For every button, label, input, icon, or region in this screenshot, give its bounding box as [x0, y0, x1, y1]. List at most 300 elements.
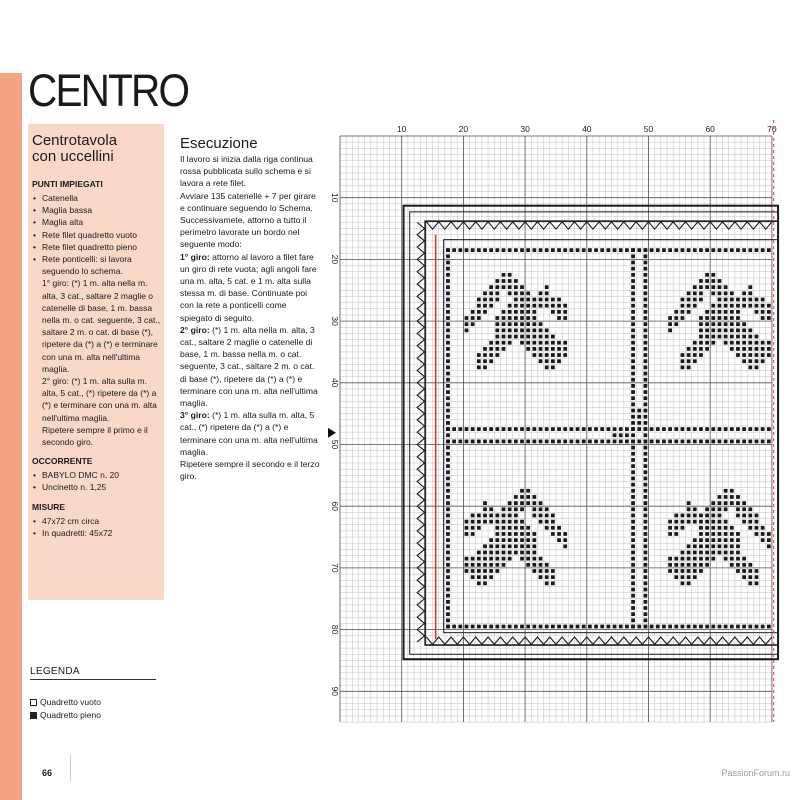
- filled-cell: [755, 341, 759, 345]
- filled-cell: [489, 291, 493, 295]
- filled-cell: [736, 507, 740, 511]
- filled-cell: [736, 310, 740, 314]
- filled-cell: [477, 427, 481, 431]
- filled-cell: [483, 544, 487, 548]
- filled-cell: [755, 427, 759, 431]
- filled-cell: [681, 359, 685, 363]
- filled-cell: [446, 501, 450, 505]
- filled-cell: [477, 440, 481, 444]
- filled-cell: [557, 532, 561, 536]
- filled-cell: [730, 298, 734, 302]
- giro1-label: 1° giro:: [180, 251, 210, 262]
- filled-cell: [600, 427, 604, 431]
- filled-cell: [681, 520, 685, 524]
- filled-cell: [718, 335, 722, 339]
- filled-cell: [465, 427, 469, 431]
- filled-cell: [748, 427, 752, 431]
- filled-cell: [489, 551, 493, 555]
- filled-cell: [465, 316, 469, 320]
- filled-cell: [545, 520, 549, 524]
- filled-cell: [539, 335, 543, 339]
- filled-cell: [699, 316, 703, 320]
- filled-cell: [514, 310, 518, 314]
- filled-cell: [650, 248, 654, 252]
- filled-cell: [557, 298, 561, 302]
- filled-cell: [520, 328, 524, 332]
- filled-cell: [699, 328, 703, 332]
- filled-cell: [526, 563, 530, 567]
- filled-cell: [446, 600, 450, 604]
- filled-cell: [489, 569, 493, 573]
- filled-cell: [693, 569, 697, 573]
- filled-cell: [693, 298, 697, 302]
- filled-cell: [495, 440, 499, 444]
- filled-cell: [687, 347, 691, 351]
- filled-cell: [693, 520, 697, 524]
- filled-cell: [767, 347, 771, 351]
- filled-cell: [502, 551, 506, 555]
- filled-cell: [520, 285, 524, 289]
- filled-cell: [514, 440, 518, 444]
- filled-cell: [551, 581, 555, 585]
- filled-cell: [742, 520, 746, 524]
- filled-cell: [508, 335, 512, 339]
- filled-cell: [687, 427, 691, 431]
- filled-cell: [514, 304, 518, 308]
- filled-cell: [693, 304, 697, 308]
- filled-cell: [736, 353, 740, 357]
- filled-cell: [662, 625, 666, 629]
- filled-cell: [644, 514, 648, 518]
- filled-cell: [613, 625, 617, 629]
- filled-cell: [631, 581, 635, 585]
- filled-cell: [446, 322, 450, 326]
- list-item: • Catenella: [32, 192, 164, 204]
- filled-cell: [631, 594, 635, 598]
- filled-cell: [545, 298, 549, 302]
- filled-cell: [668, 427, 672, 431]
- filled-cell: [569, 427, 573, 431]
- filled-cell: [514, 279, 518, 283]
- filled-cell: [551, 335, 555, 339]
- filled-cell: [724, 335, 728, 339]
- filled-cell: [539, 248, 543, 252]
- filled-cell: [631, 507, 635, 511]
- filled-cell: [446, 291, 450, 295]
- list-item: • Maglia alta: [32, 216, 164, 228]
- filled-cell: [526, 532, 530, 536]
- filled-cell: [718, 625, 722, 629]
- filled-cell: [718, 440, 722, 444]
- filled-cell: [551, 310, 555, 314]
- filled-cell: [724, 557, 728, 561]
- filled-cell: [631, 335, 635, 339]
- filled-cell: [711, 501, 715, 505]
- filled-cell: [748, 581, 752, 585]
- filled-cell: [495, 341, 499, 345]
- filled-cell: [446, 335, 450, 339]
- filled-cell: [489, 304, 493, 308]
- filled-cell: [520, 310, 524, 314]
- filled-cell: [446, 483, 450, 487]
- filled-cell: [631, 600, 635, 604]
- filled-cell: [736, 328, 740, 332]
- filled-cell: [465, 532, 469, 536]
- filled-cell: [748, 328, 752, 332]
- filled-cell: [489, 520, 493, 524]
- filled-cell: [730, 341, 734, 345]
- filled-cell: [699, 279, 703, 283]
- filled-cell: [718, 298, 722, 302]
- filled-cell: [502, 279, 506, 283]
- filled-cell: [761, 304, 765, 308]
- filled-cell: [551, 569, 555, 573]
- filled-cell: [748, 440, 752, 444]
- filled-cell: [748, 304, 752, 308]
- filled-cell: [631, 520, 635, 524]
- filled-cell: [495, 563, 499, 567]
- filled-cell: [471, 322, 475, 326]
- filled-cell: [526, 248, 530, 252]
- filled-cell: [545, 569, 549, 573]
- filled-cell: [631, 328, 635, 332]
- filled-cell: [674, 316, 678, 320]
- filled-cell: [514, 526, 518, 530]
- filled-cell: [674, 310, 678, 314]
- filled-cell: [730, 557, 734, 561]
- filled-cell: [730, 440, 734, 444]
- filled-cell: [637, 409, 641, 413]
- filled-cell: [495, 551, 499, 555]
- filled-cell: [718, 551, 722, 555]
- filled-cell: [736, 427, 740, 431]
- filled-cell: [625, 248, 629, 252]
- filled-cell: [711, 304, 715, 308]
- list-item: • In quadretti: 45x72: [32, 527, 164, 539]
- filled-cell: [644, 285, 648, 289]
- filled-cell: [693, 563, 697, 567]
- filled-cell: [730, 501, 734, 505]
- filled-cell: [458, 440, 462, 444]
- filled-cell: [539, 501, 543, 505]
- filled-cell: [631, 501, 635, 505]
- filled-cell: [576, 427, 580, 431]
- filled-cell: [644, 365, 648, 369]
- filled-cell: [532, 495, 536, 499]
- filled-cell: [551, 440, 555, 444]
- filled-cell: [489, 563, 493, 567]
- filled-cell: [563, 625, 567, 629]
- project-title: [32, 133, 164, 165]
- filled-cell: [668, 569, 672, 573]
- filled-cell: [477, 514, 481, 518]
- filled-cell: [508, 538, 512, 542]
- filled-cell: [718, 310, 722, 314]
- filled-cell: [711, 291, 715, 295]
- filled-cell: [656, 625, 660, 629]
- filled-cell: [557, 353, 561, 357]
- filled-cell: [631, 427, 635, 431]
- filled-cell: [483, 575, 487, 579]
- filled-cell: [502, 532, 506, 536]
- filled-cell: [477, 316, 481, 320]
- filled-cell: [600, 248, 604, 252]
- filled-cell: [532, 335, 536, 339]
- filled-cell: [631, 526, 635, 530]
- filled-cell: [465, 526, 469, 530]
- filled-cell: [681, 625, 685, 629]
- filled-cell: [477, 248, 481, 252]
- filled-cell: [539, 440, 543, 444]
- filled-cell: [687, 298, 691, 302]
- filled-cell: [502, 514, 506, 518]
- filled-cell: [644, 594, 648, 598]
- filled-cell: [520, 526, 524, 530]
- filled-cell: [471, 532, 475, 536]
- filled-cell: [502, 310, 506, 314]
- filled-cell: [736, 538, 740, 542]
- filled-cell: [520, 304, 524, 308]
- filled-cell: [502, 557, 506, 561]
- filled-cell: [514, 328, 518, 332]
- filled-cell: [551, 347, 555, 351]
- row-label: 10: [330, 192, 340, 203]
- filled-cell: [631, 261, 635, 265]
- filled-cell: [736, 625, 740, 629]
- filled-cell: [755, 526, 759, 530]
- filled-cell: [699, 544, 703, 548]
- filled-cell: [644, 520, 648, 524]
- filled-cell: [495, 544, 499, 548]
- filled-cell: [736, 298, 740, 302]
- filled-cell: [730, 544, 734, 548]
- filled-cell: [625, 440, 629, 444]
- filled-cell: [545, 335, 549, 339]
- filled-cell: [508, 625, 512, 629]
- filled-cell: [495, 520, 499, 524]
- giro1-text: attorno al lavoro a filet fare un giro di rete vuota; agli angoli fare una m. alta, 5 cat. e 1 m. alta sulla stessa m. di base. Continuate poi con la rete a ponticelli come spiegato di seguito.: [180, 251, 317, 323]
- filled-cell: [477, 551, 481, 555]
- misure-list: [32, 515, 164, 539]
- filled-cell: [724, 298, 728, 302]
- filled-cell: [458, 427, 462, 431]
- filled-cell: [644, 335, 648, 339]
- filled-cell: [483, 520, 487, 524]
- filled-cell: [446, 495, 450, 499]
- filled-cell: [619, 427, 623, 431]
- filled-cell: [724, 291, 728, 295]
- filled-cell: [477, 575, 481, 579]
- filled-cell: [742, 341, 746, 345]
- filled-cell: [748, 285, 752, 289]
- filled-cell: [526, 328, 530, 332]
- filled-cell: [508, 532, 512, 536]
- filled-cell: [471, 557, 475, 561]
- filled-cell: [761, 440, 765, 444]
- filled-cell: [600, 625, 604, 629]
- filled-cell: [631, 285, 635, 289]
- legend-divider: [30, 679, 156, 680]
- filled-cell: [644, 612, 648, 616]
- filled-cell: [514, 625, 518, 629]
- filled-cell: [631, 458, 635, 462]
- filled-cell: [446, 563, 450, 567]
- filled-cell: [730, 335, 734, 339]
- filled-cell: [477, 563, 481, 567]
- filled-cell: [767, 538, 771, 542]
- filled-cell: [446, 279, 450, 283]
- list-item-ponticelli: [32, 253, 164, 448]
- filled-cell: [508, 520, 512, 524]
- filled-cell: [545, 507, 549, 511]
- filled-cell: [483, 557, 487, 561]
- filled-cell: [742, 440, 746, 444]
- filled-cell: [711, 520, 715, 524]
- filled-cell: [526, 310, 530, 314]
- filled-cell: [718, 495, 722, 499]
- row-pointer-icon: [328, 428, 336, 438]
- filled-cell: [644, 551, 648, 555]
- filled-cell: [755, 514, 759, 518]
- filled-cell: [662, 248, 666, 252]
- filled-cell: [631, 267, 635, 271]
- watermark: PassionForum.ru: [721, 768, 790, 778]
- filled-cell: [539, 322, 543, 326]
- filled-cell: [711, 328, 715, 332]
- filled-cell: [693, 625, 697, 629]
- filled-cell: [705, 563, 709, 567]
- row-label: 70: [330, 563, 340, 573]
- filled-cell: [446, 273, 450, 277]
- filled-cell: [477, 625, 481, 629]
- filled-cell: [718, 322, 722, 326]
- filled-cell: [718, 507, 722, 511]
- filled-cell: [711, 557, 715, 561]
- filled-cell: [644, 600, 648, 604]
- filled-cell: [687, 544, 691, 548]
- filled-cell: [539, 520, 543, 524]
- filled-cell: [730, 625, 734, 629]
- filled-cell: [631, 464, 635, 468]
- filled-cell: [748, 359, 752, 363]
- filled-cell: [557, 341, 561, 345]
- filled-cell: [489, 514, 493, 518]
- filled-cell: [742, 298, 746, 302]
- filled-cell: [446, 390, 450, 394]
- filled-cell: [730, 526, 734, 530]
- filled-cell: [532, 347, 536, 351]
- filled-cell: [483, 291, 487, 295]
- filled-cell: [514, 316, 518, 320]
- filled-cell: [644, 409, 648, 413]
- filled-cell: [446, 372, 450, 376]
- filled-cell: [705, 526, 709, 530]
- filled-cell: [718, 316, 722, 320]
- filled-cell: [545, 365, 549, 369]
- filled-cell: [508, 291, 512, 295]
- filled-cell: [576, 625, 580, 629]
- filled-cell: [705, 322, 709, 326]
- filled-cell: [705, 514, 709, 518]
- filled-cell: [495, 526, 499, 530]
- filled-cell: [520, 532, 524, 536]
- filled-cell: [644, 464, 648, 468]
- list-item: • BABYLO DMC n. 20: [32, 469, 164, 481]
- filled-cell: [705, 538, 709, 542]
- filled-cell: [532, 310, 536, 314]
- filled-cell: [520, 520, 524, 524]
- filled-cell: [742, 347, 746, 351]
- filled-cell: [693, 544, 697, 548]
- filled-cell: [489, 248, 493, 252]
- filled-cell: [644, 588, 648, 592]
- filled-cell: [631, 341, 635, 345]
- filled-cell: [699, 248, 703, 252]
- filled-cell: [687, 514, 691, 518]
- filled-cell: [514, 495, 518, 499]
- filled-cell: [748, 341, 752, 345]
- filled-cell: [465, 625, 469, 629]
- filled-cell: [631, 588, 635, 592]
- filled-cell: [508, 322, 512, 326]
- filled-cell: [545, 359, 549, 363]
- filled-cell: [532, 298, 536, 302]
- filled-cell: [551, 359, 555, 363]
- filled-cell: [446, 310, 450, 314]
- filled-cell: [545, 427, 549, 431]
- filled-cell: [483, 353, 487, 357]
- filled-cell: [699, 526, 703, 530]
- filled-cell: [693, 427, 697, 431]
- filled-cell: [687, 291, 691, 295]
- filled-cell: [761, 427, 765, 431]
- filled-cell: [755, 440, 759, 444]
- filled-cell: [650, 625, 654, 629]
- filled-cell: [514, 291, 518, 295]
- filled-cell: [705, 335, 709, 339]
- filled-cell: [495, 625, 499, 629]
- filled-cell: [551, 625, 555, 629]
- filled-cell: [755, 575, 759, 579]
- filled-cell: [471, 526, 475, 530]
- filled-cell: [446, 557, 450, 561]
- filled-cell: [644, 254, 648, 258]
- project-title-line1: Centrotavola: [32, 132, 118, 149]
- filled-cell: [526, 557, 530, 561]
- filled-cell: [687, 501, 691, 505]
- filled-cell: [446, 551, 450, 555]
- filled-cell: [514, 248, 518, 252]
- filled-cell: [711, 273, 715, 277]
- filled-cell: [557, 248, 561, 252]
- legend-title: LEGENDA: [30, 666, 80, 677]
- filled-cell: [539, 575, 543, 579]
- filled-cell: [532, 625, 536, 629]
- ponticelli-giro2: 2° giro: (*) 1 m. alta sulla m. alta, 5 cat., (*) ripetere da (*) a (*) e terminare con una m. alta nell'ultima maglia.: [42, 376, 157, 423]
- filled-cell: [483, 304, 487, 308]
- filled-cell: [644, 328, 648, 332]
- filled-cell: [631, 625, 635, 629]
- filled-cell: [569, 248, 573, 252]
- filled-cell: [526, 304, 530, 308]
- filled-cell: [557, 440, 561, 444]
- filled-cell: [674, 557, 678, 561]
- filled-cell: [539, 291, 543, 295]
- filled-cell: [446, 440, 450, 444]
- filled-cell: [551, 353, 555, 357]
- filled-cell: [551, 427, 555, 431]
- giro2-label: 2° giro:: [180, 324, 210, 335]
